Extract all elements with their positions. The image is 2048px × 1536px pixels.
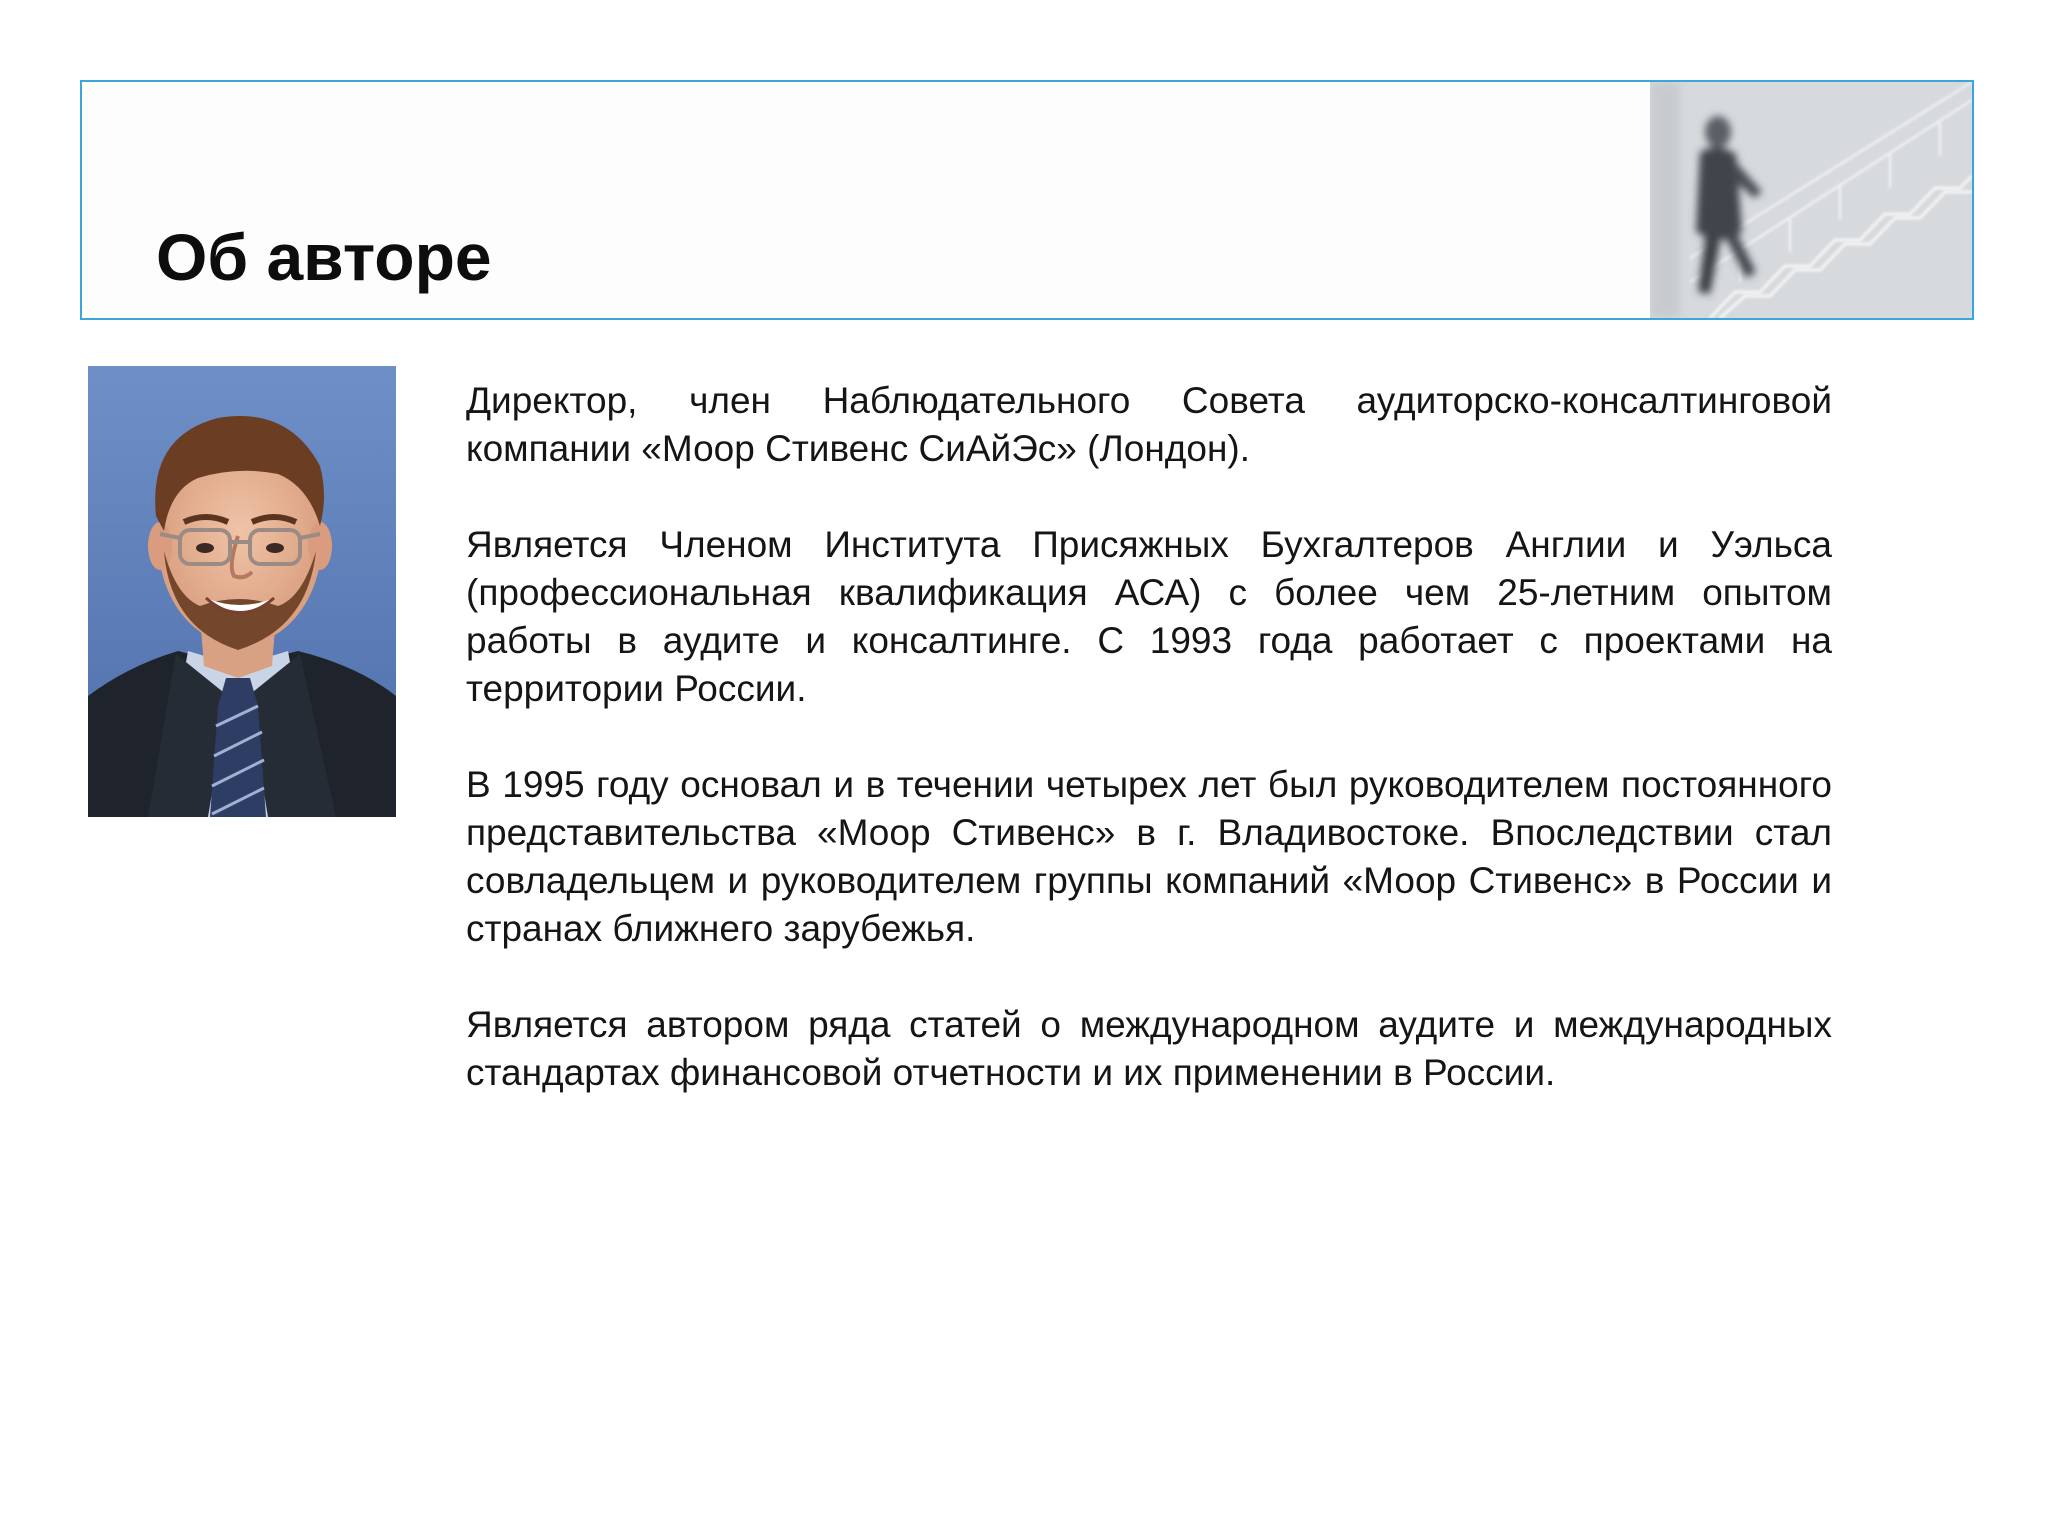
bio-paragraph: В 1995 году основал и в течении четырех лет был руководителем постоянного представительства «Моор Стивенс» в г. Владивостоке. Впоследствии стал совладельцем и руководителем группы компаний «Моор Стивенс» в России и странах ближнего зарубежья. bbox=[466, 764, 1832, 949]
author-portrait-illustration bbox=[88, 366, 396, 817]
page-title: Об авторе bbox=[156, 220, 492, 294]
author-bio bbox=[466, 377, 1832, 1145]
stairs-illustration bbox=[1650, 82, 1972, 318]
bio-paragraph: Директор, член Наблюдательного Совета аудиторско-консалтинговой компании «Моор Стивенс СиАйЭс» (Лондон). bbox=[466, 380, 1832, 469]
header-frame bbox=[80, 80, 1974, 320]
bio-paragraph: Является Членом Института Присяжных Бухгалтеров Англии и Уэльса (профессиональная квалификация АСА) с более чем 25-летним опытом работы в аудите и консалтинге. С 1993 года работает с проектами на территории России. bbox=[466, 524, 1832, 709]
author-portrait bbox=[88, 366, 396, 817]
bio-paragraph: Является автором ряда статей о международном аудите и международных стандартах финансовой отчетности и их применении в России. bbox=[466, 1004, 1832, 1093]
header-photo-stairs bbox=[1650, 82, 1972, 318]
